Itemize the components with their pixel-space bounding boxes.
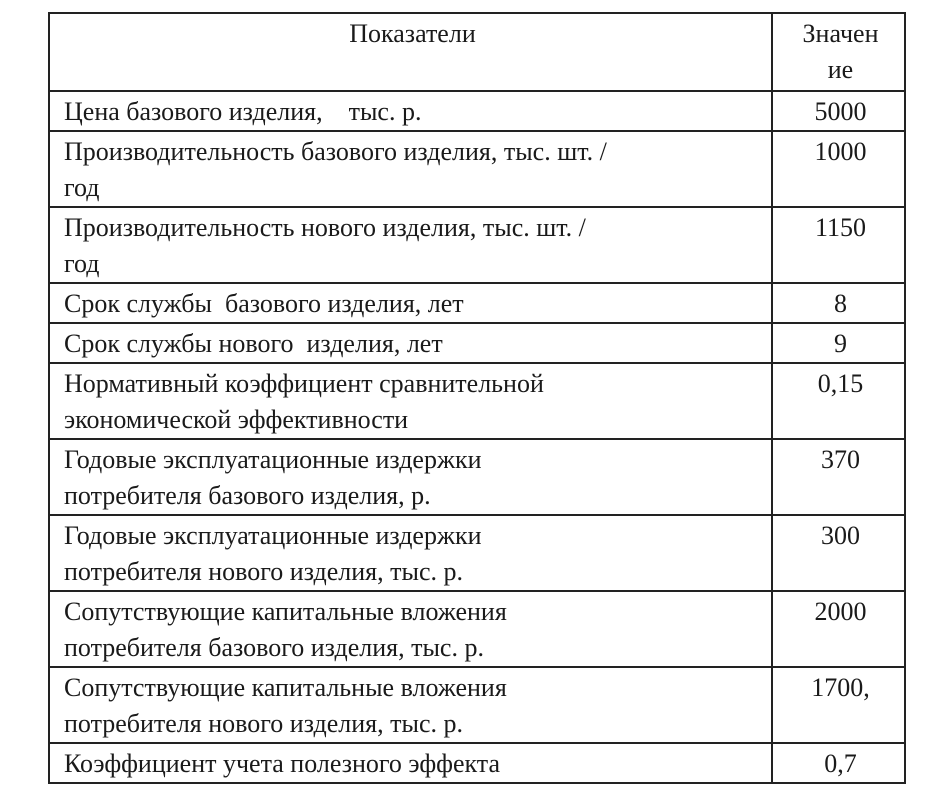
indicator-name-line: потребителя нового изделия, тыс. р. xyxy=(64,557,464,586)
indicator-value: 1150 xyxy=(772,207,905,283)
indicator-name xyxy=(49,667,772,743)
table-row xyxy=(49,743,905,783)
indicator-name-line: Коэффициент учета полезного эффекта xyxy=(64,749,501,778)
header-value-line2: ие xyxy=(827,55,854,84)
table-row xyxy=(49,667,905,743)
indicator-name xyxy=(49,207,772,283)
indicator-value: 1700, xyxy=(772,667,905,743)
table-row xyxy=(49,131,905,207)
table-row xyxy=(49,515,905,591)
table-row xyxy=(49,91,905,131)
indicator-name-line: год xyxy=(64,249,100,278)
indicator-name-line: потребителя нового изделия, тыс. р. xyxy=(64,709,464,738)
indicator-name xyxy=(49,591,772,667)
indicator-value: 9 xyxy=(772,323,905,363)
indicator-name-line: Срок службы нового изделия, лет xyxy=(64,329,443,358)
indicator-name xyxy=(49,91,772,131)
indicator-name-line: Производительность нового изделия, тыс. шт. / xyxy=(64,213,586,242)
table-body xyxy=(49,91,905,783)
indicators-table xyxy=(48,12,906,784)
indicator-name-line: Цена базового изделия, тыс. р. xyxy=(64,97,422,126)
indicator-name-line: потребителя базового изделия, р. xyxy=(64,481,431,510)
indicator-value: 5000 xyxy=(772,91,905,131)
header-indicators: Показатели xyxy=(49,13,772,91)
indicator-name-line: Срок службы базового изделия, лет xyxy=(64,289,464,318)
table-row xyxy=(49,439,905,515)
indicator-name xyxy=(49,743,772,783)
table-row xyxy=(49,283,905,323)
indicator-name-line: экономической эффективности xyxy=(64,405,409,434)
indicator-name-line: год xyxy=(64,173,100,202)
indicator-value: 0,7 xyxy=(772,743,905,783)
indicator-name xyxy=(49,283,772,323)
indicator-value: 370 xyxy=(772,439,905,515)
table-row xyxy=(49,207,905,283)
indicator-name xyxy=(49,439,772,515)
header-value xyxy=(772,13,905,91)
indicator-name-line: Сопутствующие капитальные вложения xyxy=(64,597,507,626)
table-row xyxy=(49,363,905,439)
indicator-name xyxy=(49,515,772,591)
indicator-name-line: Годовые эксплуатационные издержки xyxy=(64,445,482,474)
indicator-value: 300 xyxy=(772,515,905,591)
indicator-value: 8 xyxy=(772,283,905,323)
indicator-name-line: Нормативный коэффициент сравнительной xyxy=(64,369,544,398)
header-value-line1: Значен xyxy=(802,19,879,48)
indicator-name-line: потребителя базового изделия, тыс. р. xyxy=(64,633,484,662)
indicator-name xyxy=(49,363,772,439)
indicator-name-line: Производительность базового изделия, тыс. шт. / xyxy=(64,137,607,166)
indicator-name-line: Сопутствующие капитальные вложения xyxy=(64,673,507,702)
table-row xyxy=(49,323,905,363)
table-row xyxy=(49,591,905,667)
indicator-name xyxy=(49,323,772,363)
table-header-row xyxy=(49,13,905,91)
indicator-value: 0,15 xyxy=(772,363,905,439)
indicator-value: 2000 xyxy=(772,591,905,667)
indicator-value: 1000 xyxy=(772,131,905,207)
indicator-name-line: Годовые эксплуатационные издержки xyxy=(64,521,482,550)
indicator-name xyxy=(49,131,772,207)
